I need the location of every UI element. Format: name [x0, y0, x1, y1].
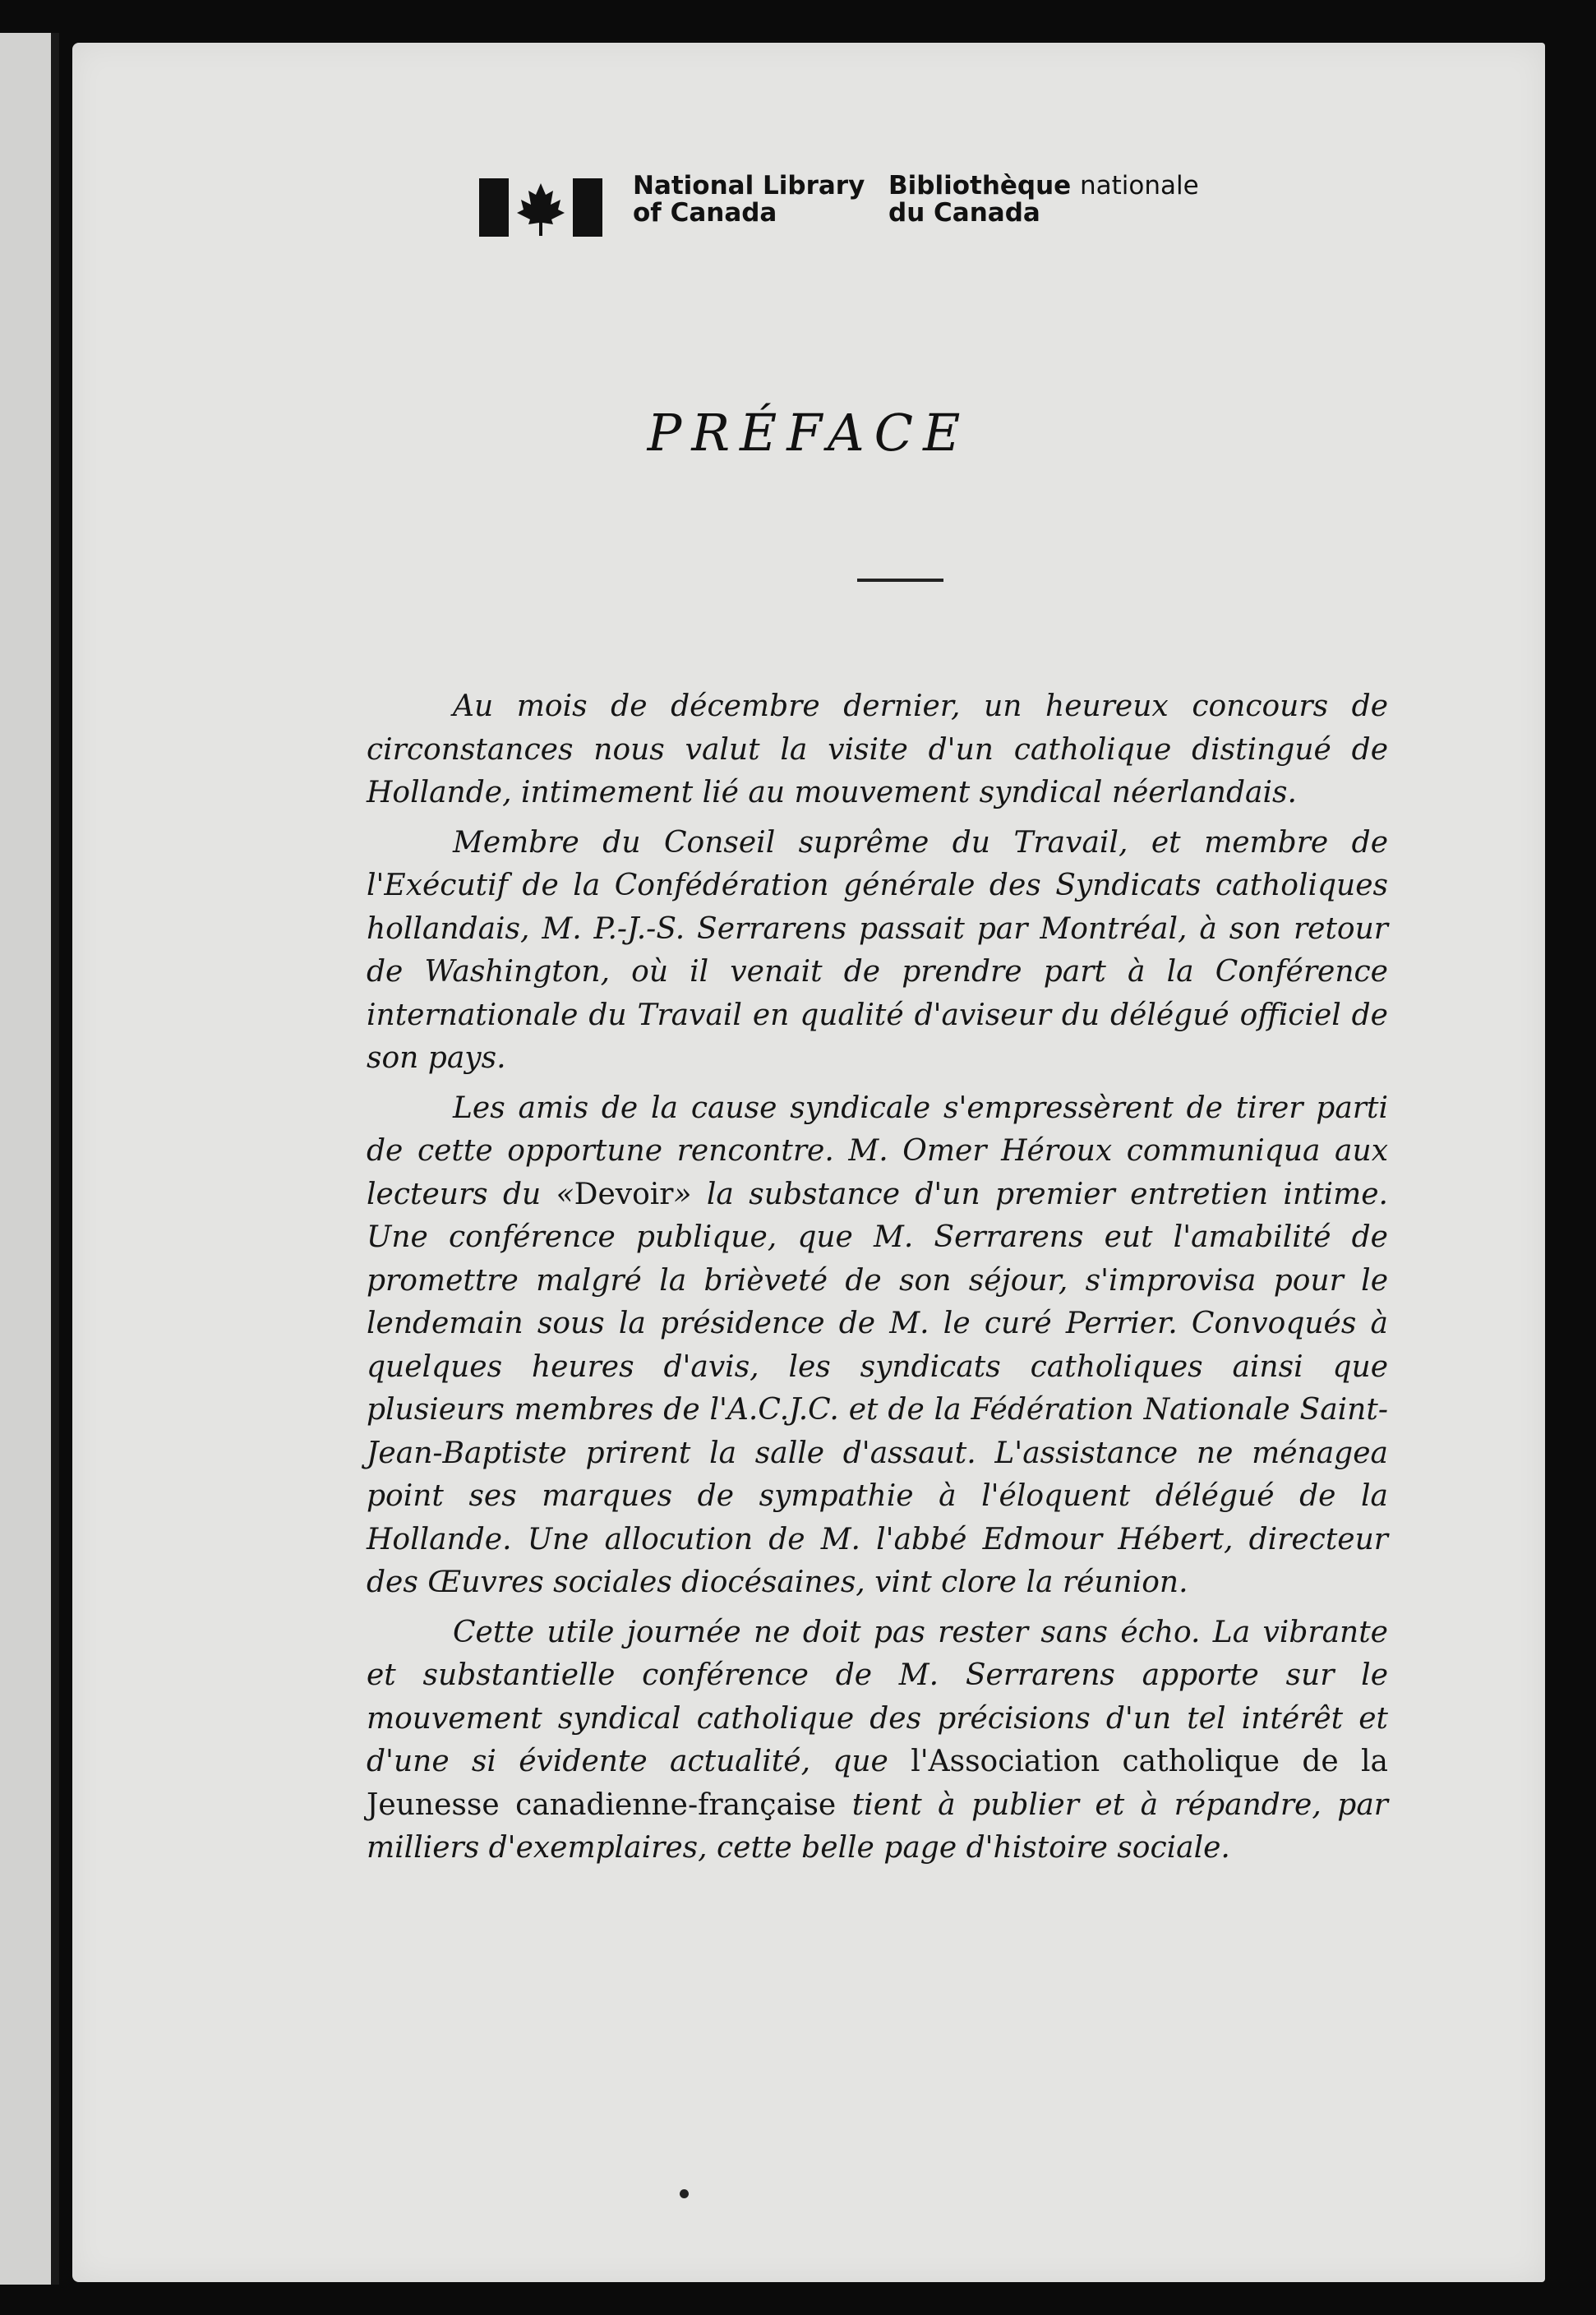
previous-page-edge [0, 33, 59, 2285]
body-text [367, 685, 1388, 1877]
paragraph-4-part-2: tient à publier et à répandre, par milliers d'exemplaires, cette belle page d'histoire sociale. [367, 1787, 1389, 1865]
document-page [72, 43, 1545, 2282]
library-name-french [888, 173, 1199, 227]
library-name-french-word2: nationale [1080, 171, 1199, 201]
library-header [479, 173, 1301, 247]
library-name-french-line1 [888, 173, 1199, 200]
paragraph-4 [367, 1612, 1388, 1870]
title-divider [857, 579, 943, 582]
paragraph-3-part-2: » la substance d'un premier entretien intime. Une conférence publique, que M. Serrarens eut l'amabilité de promettre malgré la brièveté de son séjour, s'improvisa pour le lendemain sous la présidence de M. le curé Perrier. Convoqués à quelques heures d'avis, les syndicats catholiques ainsi que plusieurs membres de l'A.C.J.C. et de la Fédération Nationale Saint-Jean-Baptiste prirent la salle d'assaut. L'assistance ne ménagea point ses marques de sympathie à l'éloquent délégué de la Hollande. Une allocution de M. l'abbé Edmour Hébert, directeur des Œuvres sociales diocésaines, vint clore la réunion. [367, 1177, 1388, 1599]
association-name: l'Association catholique de la Jeunesse canadienne-française [367, 1745, 1388, 1822]
library-name-french-word1: Bibliothèque [888, 171, 1072, 201]
canada-flag-icon [479, 177, 602, 238]
page-title: PRÉFACE [647, 403, 971, 463]
library-name-english [633, 173, 865, 227]
paragraph-3 [367, 1087, 1388, 1605]
paragraph-2: Membre du Conseil suprême du Travail, et membre de l'Exécutif de la Confédération générale des Syndicats catholiques hollandais, M. P.-J.-S. Serrarens passait par Montréal, à son retour de Washington, où il venait de prendre part à la Conférence internationale du Travail en qualité d'aviseur du délégué officiel de son pays. [367, 825, 1388, 1075]
page-marker-dot [680, 2189, 689, 2198]
library-name-english-line1: National Library [633, 171, 865, 201]
paragraph-3-part-1: Les amis de la cause syndicale s'empressèrent de tirer parti de cette opportune rencontre. M. Omer Héroux communiqua aux lecteurs du « [367, 1091, 1388, 1211]
library-name-english-line2: of Canada [633, 198, 777, 228]
newspaper-name: Devoir [574, 1177, 674, 1211]
paragraph-4-part-1: Cette utile journée ne doit pas rester sans écho. La vibrante et substantielle conférence de M. Serrarens apporte sur le mouvement syndical catholique des précisions d'un tel intérêt et d'une si évidente actualité, que [367, 1615, 1388, 1778]
library-name-french-line2: du Canada [888, 198, 1040, 228]
paragraph-1: Au mois de décembre dernier, un heureux concours de circonstances nous valut la visite d'un catholique distingué de Hollande, intimement lié au mouvement syndical néerlandais. [367, 689, 1388, 809]
